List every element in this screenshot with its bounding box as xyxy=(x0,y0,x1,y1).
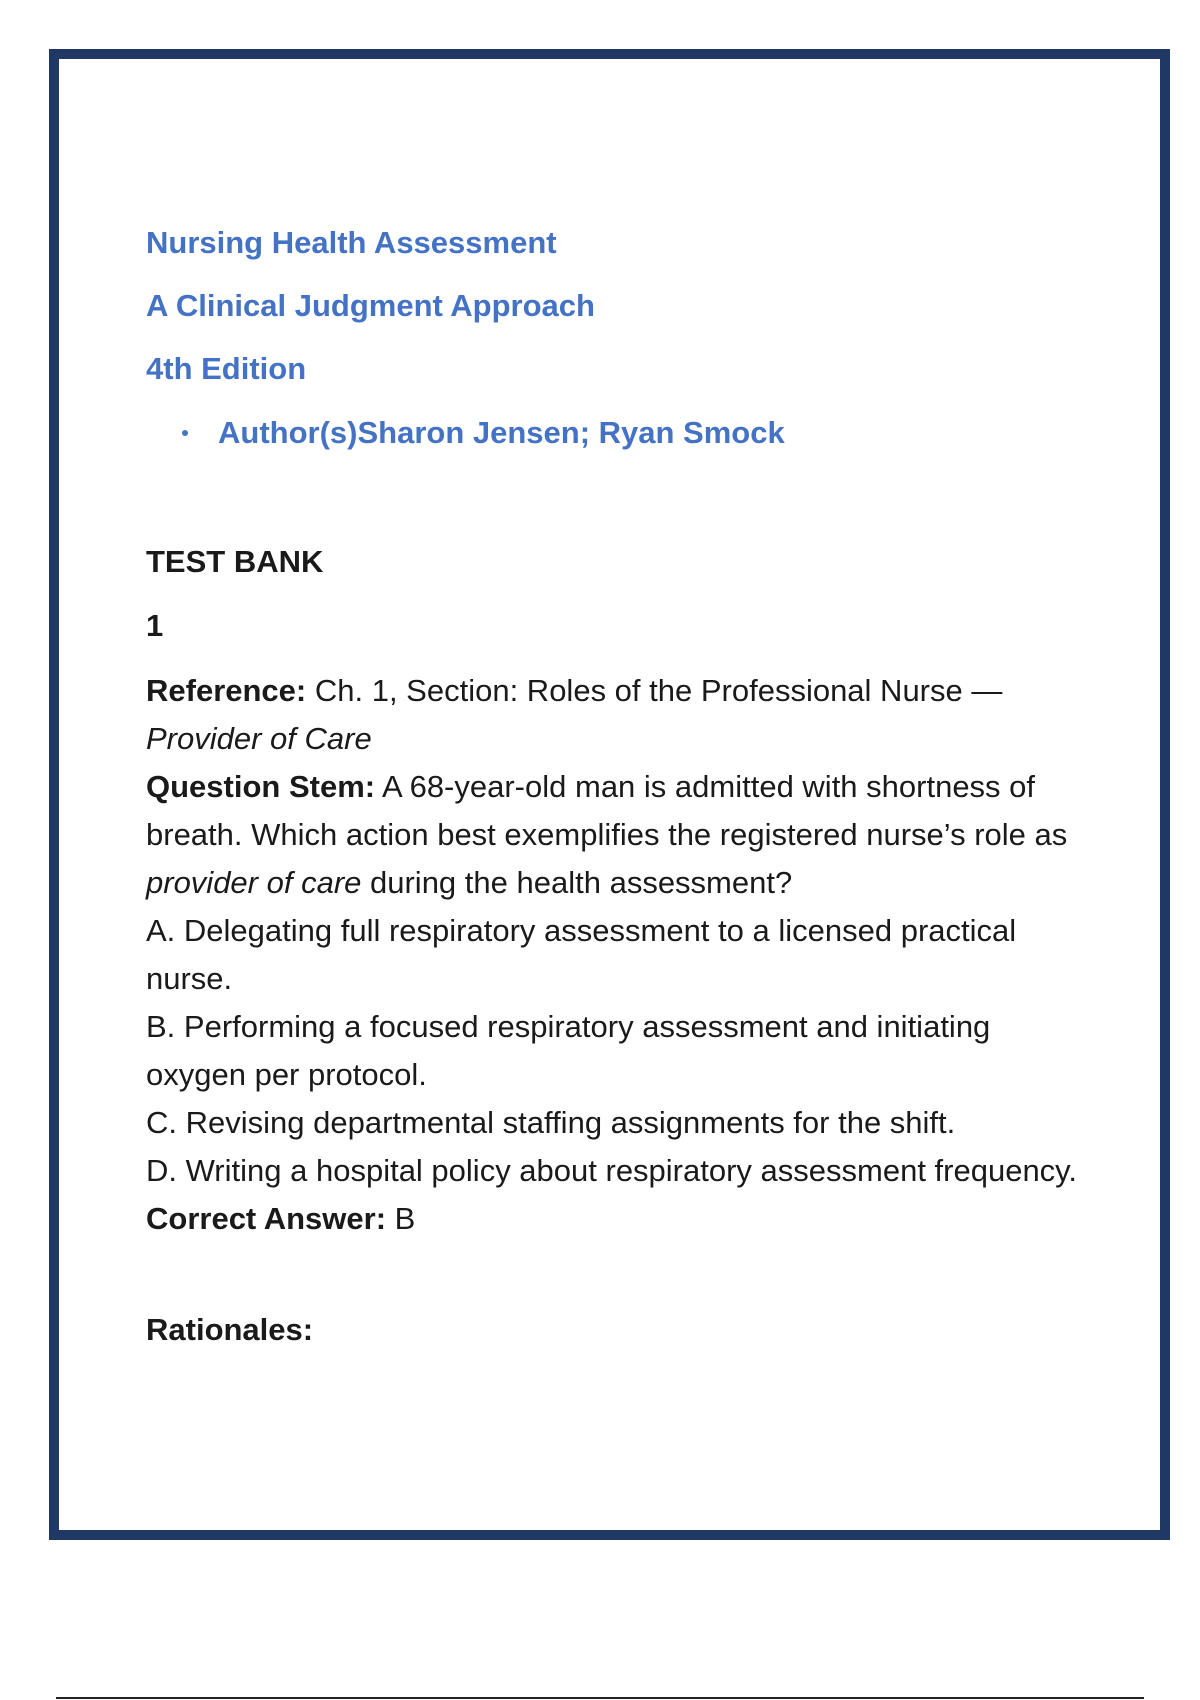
book-edition: 4th Edition xyxy=(146,351,307,386)
reference-italic: Provider of Care xyxy=(146,721,372,756)
reference-label: Reference: xyxy=(146,673,307,708)
book-title: Nursing Health Assessment xyxy=(146,225,557,260)
reference-paragraph xyxy=(146,667,1091,763)
rationales-heading: Rationales: xyxy=(146,1312,314,1347)
answer-value: B xyxy=(386,1201,416,1236)
stem-italic: provider of care xyxy=(146,865,362,900)
bullet-icon xyxy=(182,430,188,436)
stem-text-after: during the health assessment? xyxy=(361,865,793,900)
option-a: A. Delegating full respiratory assessment to a licensed practical nurse. xyxy=(146,913,1017,996)
option-b: B. Performing a focused respiratory assessment and initiating oxygen per protocol. xyxy=(146,1009,991,1092)
book-authors: Author(s)Sharon Jensen; Ryan Smock xyxy=(218,415,785,450)
stem-label: Question Stem: xyxy=(146,769,376,804)
question-block xyxy=(146,667,1091,1243)
footer-divider xyxy=(56,1697,1144,1699)
test-bank-heading: TEST BANK xyxy=(146,544,324,579)
option-c: C. Revising departmental staffing assignments for the shift. xyxy=(146,1105,956,1140)
question-number: 1 xyxy=(146,608,164,643)
question-stem xyxy=(146,763,1091,907)
author-list-item xyxy=(182,414,785,452)
reference-text: Ch. 1, Section: Roles of the Professional Nurse — xyxy=(306,673,1003,708)
answer-label: Correct Answer: xyxy=(146,1201,387,1236)
stem-text-before: A 68-year-old man is admitted with shortness of breath. Which action best exemplifies the registered nurse’s role as xyxy=(146,769,1068,852)
book-subtitle: A Clinical Judgment Approach xyxy=(146,288,595,323)
correct-answer xyxy=(146,1195,1091,1243)
option-d: D. Writing a hospital policy about respiratory assessment frequency. xyxy=(146,1153,1077,1188)
